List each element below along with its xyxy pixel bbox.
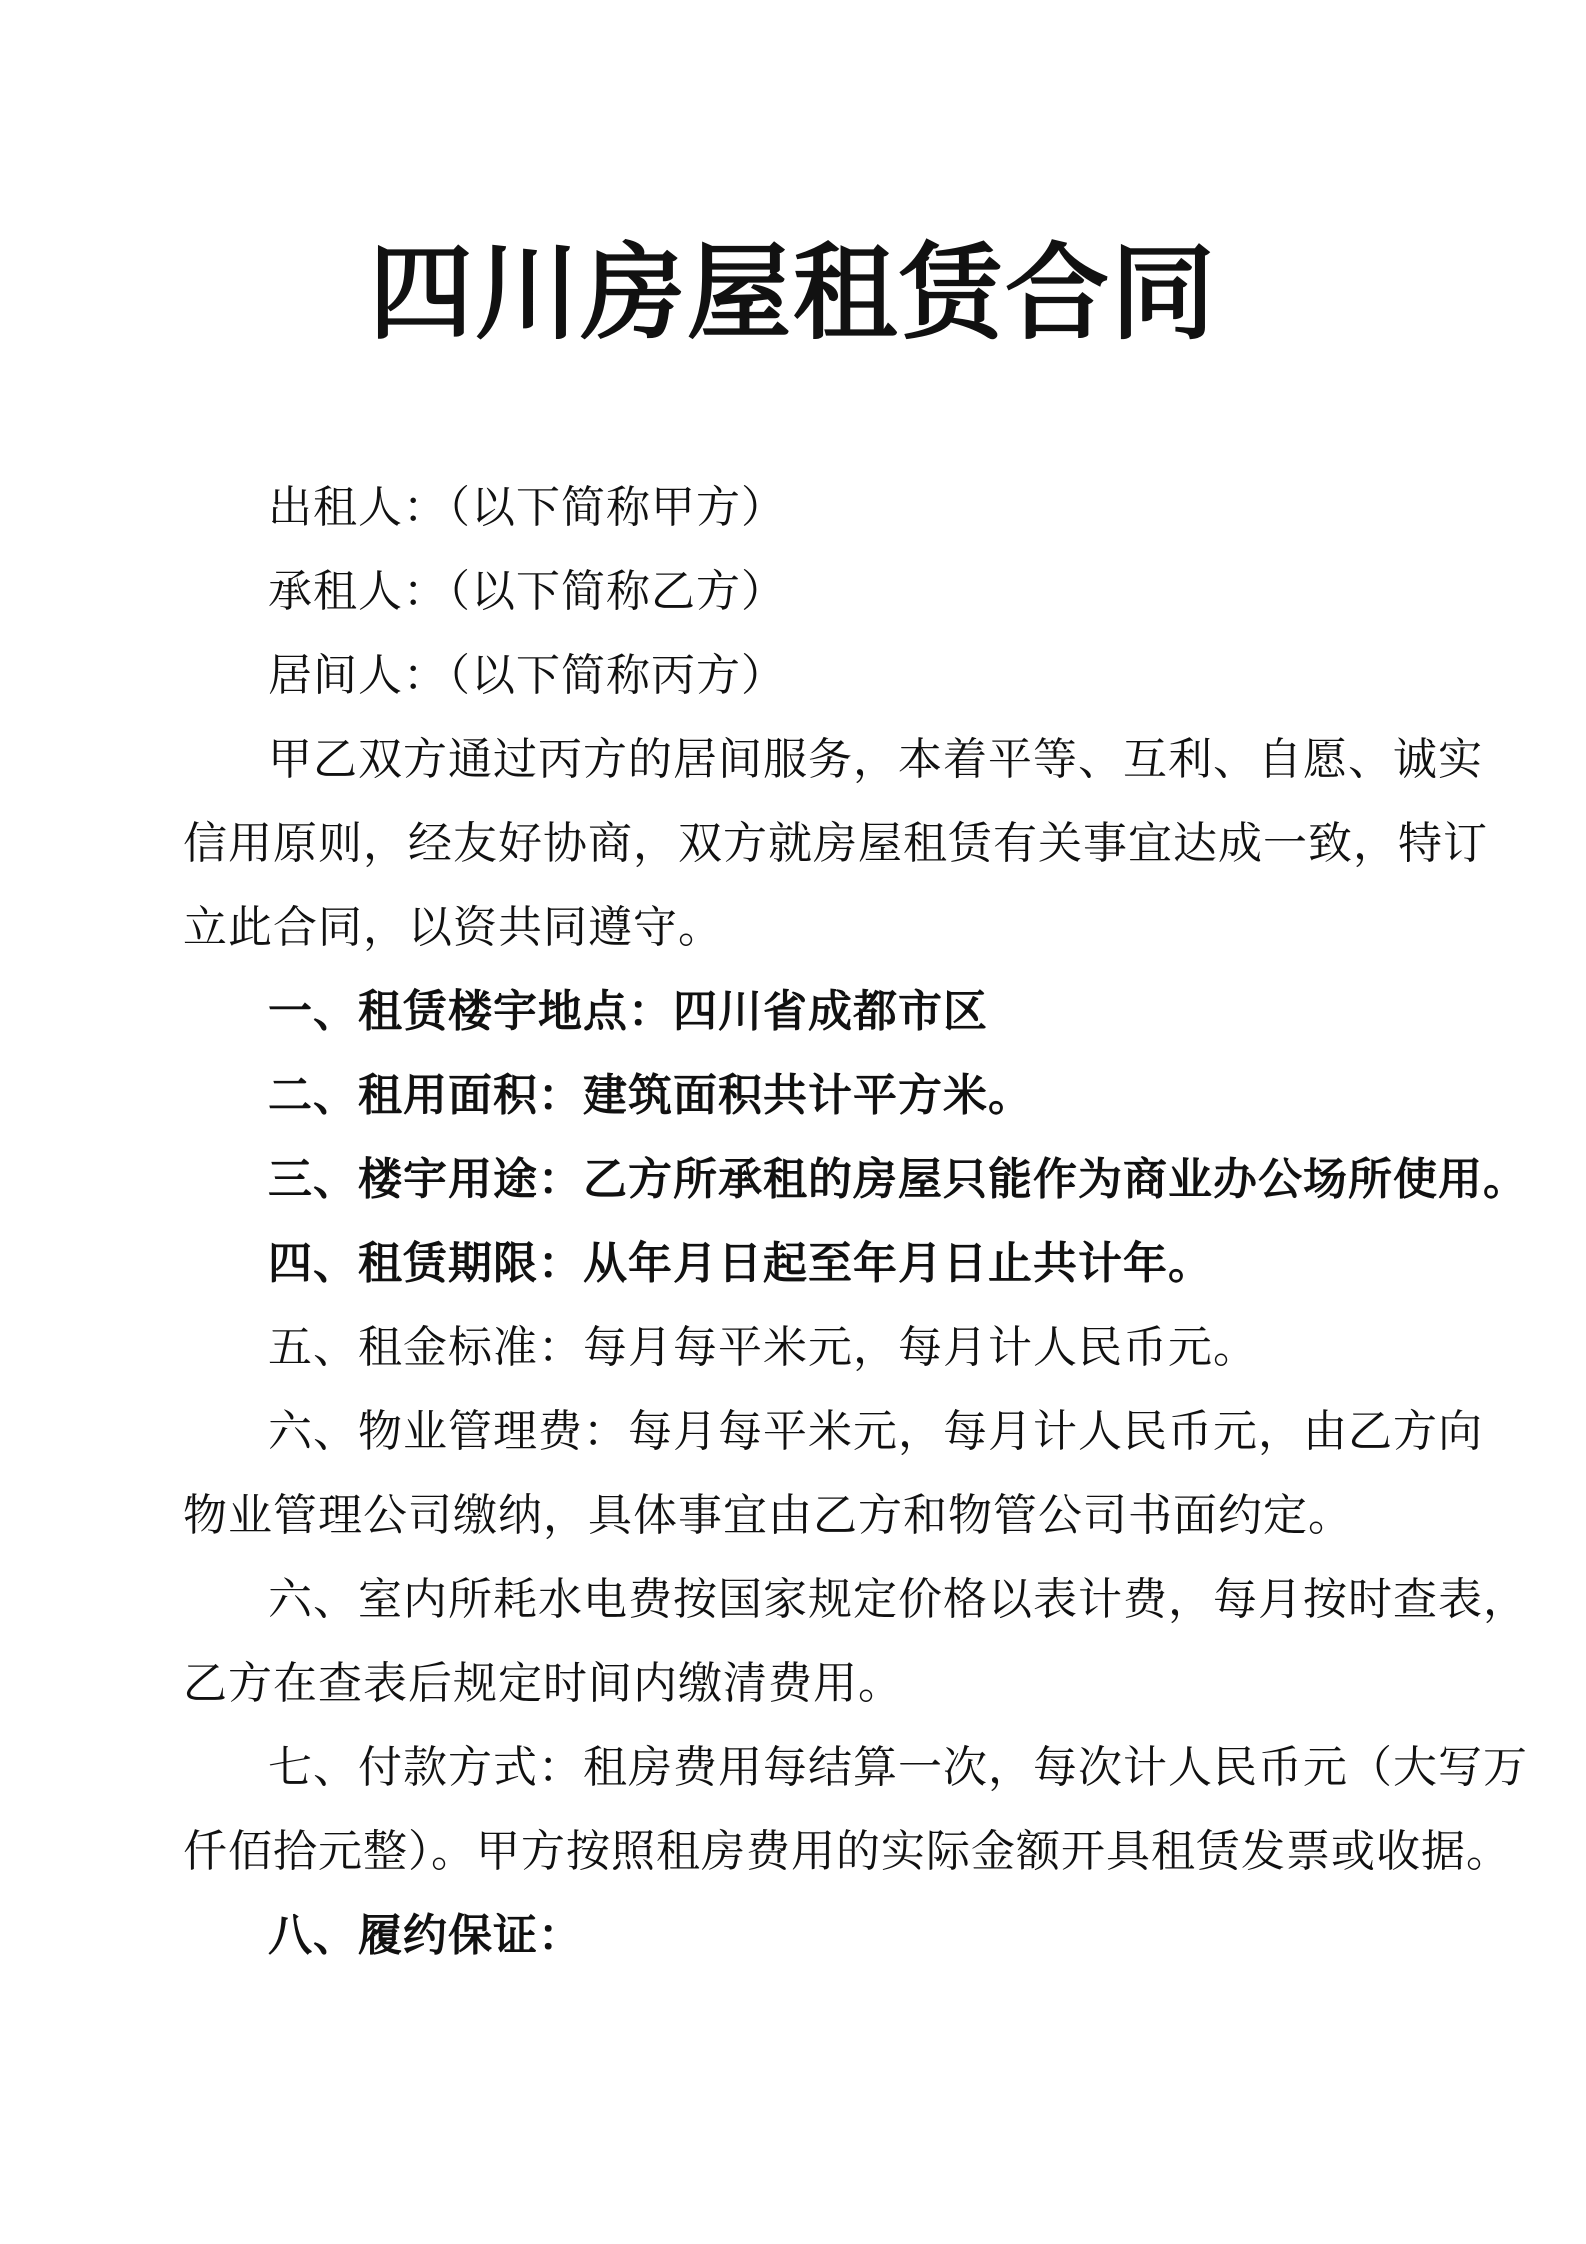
clause-6-utilities-line-2: 乙方在查表后规定时间内缴清费用。 [183, 1658, 903, 1709]
clause-7-payment-line-1: 七、付款方式：租房费用每结算一次，每次计人民币元（大写万 [268, 1742, 1528, 1793]
clause-4-term: 四、租赁期限：从年月日起至年月日止共计年。 [268, 1238, 1213, 1289]
lessee-line: 承租人：（以下简称乙方） [268, 566, 786, 617]
clause-6-property-fee-line-1: 六、物业管理费：每月每平米元，每月计人民币元，由乙方向 [268, 1406, 1483, 1457]
preamble-line-3: 立此合同，以资共同遵守。 [183, 902, 723, 953]
intermediary-line: 居间人：（以下简称丙方） [268, 650, 786, 701]
clause-5-rent: 五、租金标准：每月每平米元，每月计人民币元。 [268, 1322, 1258, 1373]
clause-2-area: 二、租用面积：建筑面积共计平方米。 [268, 1070, 1033, 1121]
clause-7-payment-line-2: 仟佰拾元整）。甲方按照租房费用的实际金额开具租赁发票或收据。 [183, 1826, 1511, 1877]
document-title: 四川房屋租赁合同 [368, 232, 1217, 354]
lessor-line: 出租人：（以下简称甲方） [268, 482, 786, 533]
clause-1-location: 一、租赁楼宇地点：四川省成都市区 [268, 986, 988, 1037]
preamble-line-2: 信用原则，经友好协商，双方就房屋租赁有关事宜达成一致，特订 [183, 818, 1488, 869]
preamble-line-1: 甲乙双方通过丙方的居间服务，本着平等、互利、自愿、诚实 [268, 734, 1483, 785]
clause-6-utilities-line-1: 六、室内所耗水电费按国家规定价格以表计费，每月按时查表， [268, 1574, 1528, 1625]
clause-6-property-fee-line-2: 物业管理公司缴纳，具体事宜由乙方和物管公司书面约定。 [183, 1490, 1353, 1541]
clause-8-performance-guarantee: 八、履约保证： [268, 1910, 583, 1961]
clause-3-usage: 三、楼宇用途：乙方所承租的房屋只能作为商业办公场所使用。 [268, 1154, 1528, 1205]
